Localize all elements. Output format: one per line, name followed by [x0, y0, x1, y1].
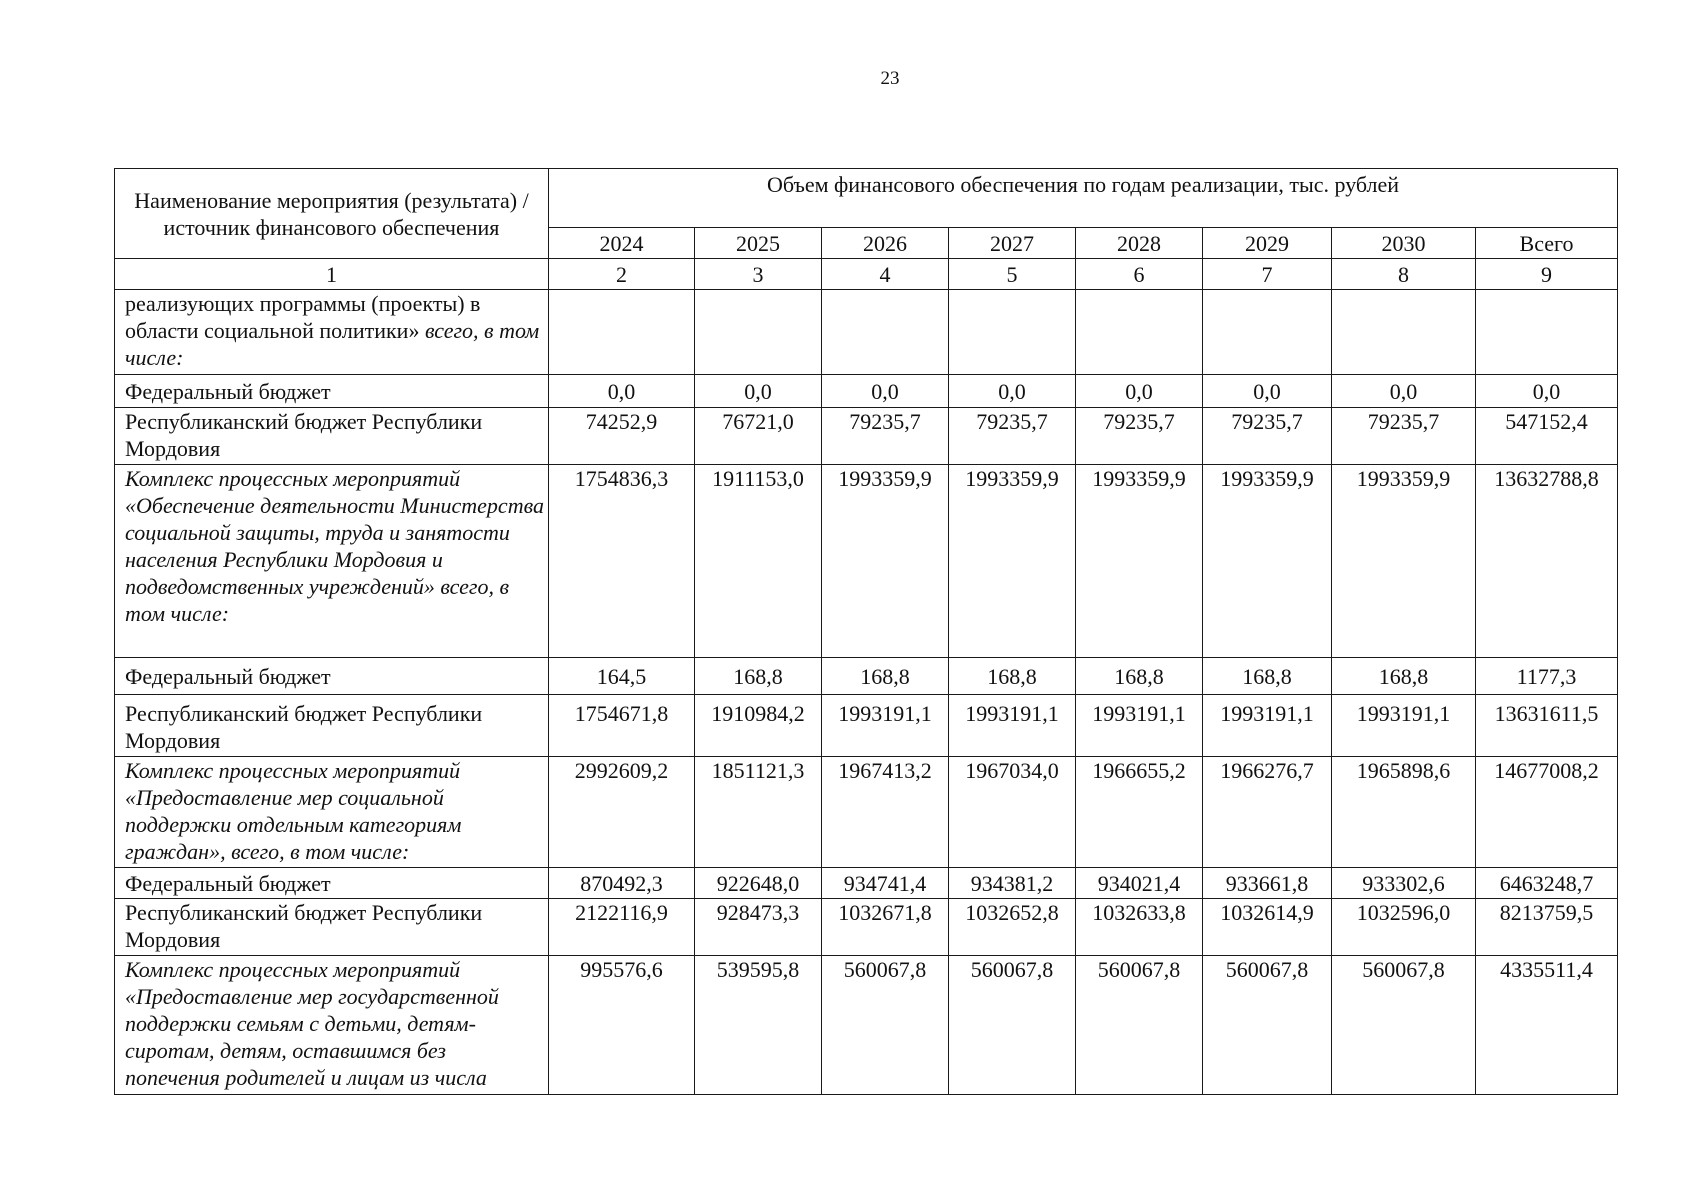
row-label-text: реализующих программы (проекты) в области социальной политики»: [125, 291, 481, 343]
row-year-value: 0,0: [1332, 375, 1476, 408]
row-year-value: 0,0: [549, 375, 695, 408]
row-year-value: 168,8: [949, 658, 1076, 695]
row-year-value: 1032614,9: [1203, 899, 1332, 956]
row-year-value: 168,8: [1332, 658, 1476, 695]
row-year-value: 79235,7: [949, 408, 1076, 465]
table-row: [115, 408, 1618, 465]
row-year-value: 1993191,1: [822, 695, 949, 757]
row-label-text: Федеральный бюджет: [125, 870, 331, 896]
row-year-value: 1754671,8: [549, 695, 695, 757]
row-total-value: 8213759,5: [1476, 899, 1618, 956]
row-year-value: 934741,4: [822, 868, 949, 899]
row-year-value: 0,0: [949, 375, 1076, 408]
table-row: [115, 290, 1618, 375]
row-label: [115, 868, 549, 899]
table-row: [115, 375, 1618, 408]
table-row: [115, 695, 1618, 757]
header-year: 2030: [1332, 228, 1476, 259]
row-total-value: 6463248,7: [1476, 868, 1618, 899]
row-label-italic-text: всего, в том числе:: [125, 318, 540, 370]
row-year-value: 1032633,8: [1076, 899, 1203, 956]
row-year-value: 1965898,6: [1332, 757, 1476, 868]
column-number: 4: [822, 259, 949, 290]
row-year-value: 168,8: [1076, 658, 1203, 695]
row-year-value: 0,0: [1203, 375, 1332, 408]
header-year: 2027: [949, 228, 1076, 259]
row-year-value: 76721,0: [695, 408, 822, 465]
row-year-value: 934021,4: [1076, 868, 1203, 899]
column-number: 5: [949, 259, 1076, 290]
row-year-value: 1993359,9: [949, 465, 1076, 658]
row-year-value: 928473,3: [695, 899, 822, 956]
row-total-value: [1476, 290, 1618, 375]
table-row: [115, 899, 1618, 956]
row-label: [115, 899, 549, 956]
row-year-value: [822, 290, 949, 375]
row-year-value: 1993191,1: [1076, 695, 1203, 757]
row-year-value: [695, 290, 822, 375]
row-year-value: 2122116,9: [549, 899, 695, 956]
table-row: [115, 956, 1618, 1095]
column-number: 2: [549, 259, 695, 290]
row-year-value: 1851121,3: [695, 757, 822, 868]
row-label: [115, 956, 549, 1095]
table-row: [115, 868, 1618, 899]
page-number: 23: [880, 68, 900, 89]
row-year-value: 0,0: [822, 375, 949, 408]
financing-table: [114, 168, 1618, 1095]
row-year-value: 1966276,7: [1203, 757, 1332, 868]
row-total-value: 13632788,8: [1476, 465, 1618, 658]
row-year-value: 995576,6: [549, 956, 695, 1095]
row-year-value: 1967413,2: [822, 757, 949, 868]
row-year-value: 1966655,2: [1076, 757, 1203, 868]
row-year-value: 560067,8: [1203, 956, 1332, 1095]
row-year-value: 168,8: [822, 658, 949, 695]
row-year-value: 560067,8: [822, 956, 949, 1095]
header-year: 2028: [1076, 228, 1203, 259]
row-year-value: 1993359,9: [822, 465, 949, 658]
row-year-value: 164,5: [549, 658, 695, 695]
row-year-value: 560067,8: [1332, 956, 1476, 1095]
row-label: [115, 375, 549, 408]
row-year-value: 1993359,9: [1332, 465, 1476, 658]
row-year-value: [1203, 290, 1332, 375]
row-year-value: 1993359,9: [1076, 465, 1203, 658]
row-year-value: 1967034,0: [949, 757, 1076, 868]
row-label: [115, 658, 549, 695]
header-year: 2025: [695, 228, 822, 259]
row-total-value: 13631611,5: [1476, 695, 1618, 757]
column-number: 3: [695, 259, 822, 290]
row-label-italic-text: Комплекс процессных мероприятий «Предоставление мер государственной поддержки семьям с детьми, детям-сиротам, детям, оставшимся без попечения родителей и лицам из числа: [125, 957, 499, 1090]
row-label: [115, 695, 549, 757]
row-year-value: 933302,6: [1332, 868, 1476, 899]
row-year-value: 1032596,0: [1332, 899, 1476, 956]
row-year-value: 0,0: [1076, 375, 1203, 408]
row-year-value: 1032652,8: [949, 899, 1076, 956]
header-name-column: Наименование мероприятия (результата) / источник финансового обеспечения: [115, 169, 549, 259]
row-year-value: 1032671,8: [822, 899, 949, 956]
table-row: [115, 658, 1618, 695]
row-total-value: 14677008,2: [1476, 757, 1618, 868]
row-year-value: [549, 290, 695, 375]
table-row: [115, 465, 1618, 658]
row-label: [115, 465, 549, 658]
row-year-value: 79235,7: [1332, 408, 1476, 465]
row-year-value: 1993359,9: [1203, 465, 1332, 658]
row-year-value: 168,8: [1203, 658, 1332, 695]
row-year-value: 539595,8: [695, 956, 822, 1095]
row-label: [115, 757, 549, 868]
row-label-text: Республиканский бюджет Республики Мордовия: [125, 701, 483, 753]
row-label-text: Республиканский бюджет Республики Мордовия: [125, 900, 483, 952]
row-label: [115, 408, 549, 465]
row-total-value: 0,0: [1476, 375, 1618, 408]
header-year: 2024: [549, 228, 695, 259]
row-year-value: 74252,9: [549, 408, 695, 465]
row-year-value: 168,8: [695, 658, 822, 695]
column-number: 9: [1476, 259, 1618, 290]
row-year-value: 1754836,3: [549, 465, 695, 658]
row-year-value: 79235,7: [822, 408, 949, 465]
header-group-title: Объем финансового обеспечения по годам реализации, тыс. рублей: [549, 169, 1618, 228]
row-year-value: [949, 290, 1076, 375]
row-year-value: 560067,8: [949, 956, 1076, 1095]
row-year-value: [1332, 290, 1476, 375]
row-year-value: 79235,7: [1203, 408, 1332, 465]
row-year-value: 79235,7: [1076, 408, 1203, 465]
row-year-value: 934381,2: [949, 868, 1076, 899]
row-year-value: 0,0: [695, 375, 822, 408]
row-label-italic-text: Комплекс процессных мероприятий «Обеспечение деятельности Министерства социальной защиты, труда и занятости населения Республики Мордовия и подведомственных учреждений» всего, в том числе:: [125, 466, 544, 626]
column-number: 1: [115, 259, 549, 290]
row-year-value: 922648,0: [695, 868, 822, 899]
row-total-value: 1177,3: [1476, 658, 1618, 695]
row-year-value: 870492,3: [549, 868, 695, 899]
column-number: 6: [1076, 259, 1203, 290]
row-year-value: [1076, 290, 1203, 375]
row-label-italic-text: Комплекс процессных мероприятий «Предоставление мер социальной поддержки отдельным категориям граждан», всего, в том числе:: [125, 758, 462, 864]
row-label-text: Федеральный бюджет: [125, 378, 331, 404]
row-year-value: 560067,8: [1076, 956, 1203, 1095]
header-year: 2029: [1203, 228, 1332, 259]
row-year-value: 933661,8: [1203, 868, 1332, 899]
row-year-value: 2992609,2: [549, 757, 695, 868]
row-year-value: 1993191,1: [1203, 695, 1332, 757]
row-year-value: 1993191,1: [1332, 695, 1476, 757]
row-label: [115, 290, 549, 375]
column-number: 8: [1332, 259, 1476, 290]
row-total-value: 4335511,4: [1476, 956, 1618, 1095]
row-year-value: 1911153,0: [695, 465, 822, 658]
header-year: 2026: [822, 228, 949, 259]
header-total: Всего: [1476, 228, 1618, 259]
row-year-value: 1910984,2: [695, 695, 822, 757]
column-number: 7: [1203, 259, 1332, 290]
row-year-value: 1993191,1: [949, 695, 1076, 757]
row-label-text: Федеральный бюджет: [125, 663, 331, 689]
row-total-value: 547152,4: [1476, 408, 1618, 465]
row-label-text: Республиканский бюджет Республики Мордовия: [125, 409, 483, 461]
table-row: [115, 757, 1618, 868]
